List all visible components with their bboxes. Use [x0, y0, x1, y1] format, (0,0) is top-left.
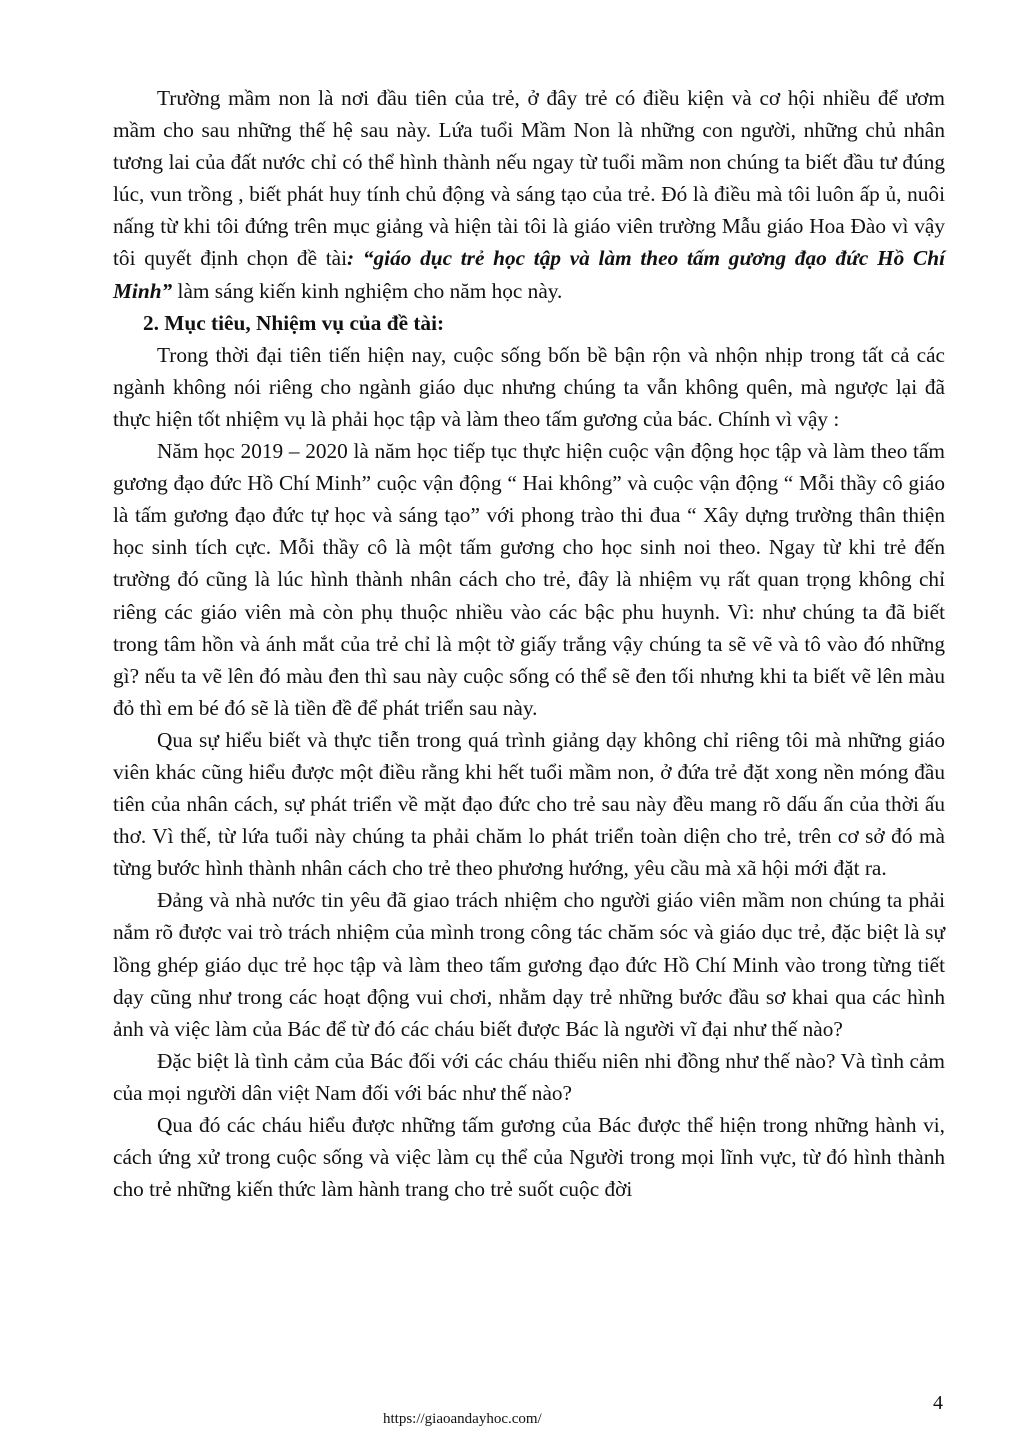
- paragraph: Qua sự hiểu biết và thực tiễn trong quá trình giảng dạy không chỉ riêng tôi mà những giáo viên khác cũng hiểu được một điều rằng khi hết tuổi mầm non, ở đứa trẻ đặt xong nền móng đầu tiên của nhân cách, sự phát triển về mặt đạo đức cho trẻ sau này đều mang rõ dấu ấn của thời ấu thơ. Vì thế, từ lứa tuổi này chúng ta phải chăm lo phát triển toàn diện cho trẻ, trên cơ sở đó mà từng bước hình thành nhân cách cho trẻ theo phương hướng, yêu cầu mà xã hội mới đặt ra.: [113, 727, 945, 881]
- intro-paragraph: [113, 82, 945, 307]
- topic-title-emphasis: : “giáo dục trẻ học tập và làm theo tấm gương đạo đức Hồ Chí Minh”: [113, 246, 945, 303]
- page-number: 4: [933, 1392, 943, 1414]
- paragraph: Qua đó các cháu hiểu được những tấm gương của Bác được thể hiện trong những hành vi, cách ứng xử trong cuộc sống và việc làm cụ thể của Người trong mọi lĩnh vực, từ đó hình thành cho trẻ những kiến thức làm hành trang cho trẻ suốt cuộc đời: [113, 1113, 945, 1202]
- paragraph: Trong thời đại tiên tiến hiện nay, cuộc sống bốn bề bận rộn và nhộn nhịp trong tất cả các ngành không nói riêng cho ngành giáo dục nhưng chúng ta vẫn không quên, mà ngược lại đã thực hiện tốt nhiệm vụ là phải học tập và làm theo tấm gương của bác. Chính vì vậy :: [113, 342, 945, 431]
- intro-text-end: làm sáng kiến kinh nghiệm cho năm học này.: [172, 278, 563, 303]
- paragraph: Năm học 2019 – 2020 là năm học tiếp tục thực hiện cuộc vận động học tập và làm theo tấm gương đạo đức Hồ Chí Minh” cuộc vận động “ Hai không” và cuộc vận động “ Mỗi thầy cô giáo là tấm gương đạo đức tự học và sáng tạo” với phong trào thi đua “ Xây dựng trường thân thiện học sinh tích cực. Mỗi thầy cô là một tấm gương cho học sinh noi theo. Ngay từ khi trẻ đến trường đó cũng là lúc hình thành nhân cách cho trẻ, đây là nhiệm vụ rất quan trọng không chỉ riêng các giáo viên mà còn phụ thuộc nhiều vào các bậc phu huynh. Vì: như chúng ta đã biết trong tâm hồn và ánh mắt của trẻ chỉ là một tờ giấy trắng vậy chúng ta sẽ vẽ và tô vào đó những gì? nếu ta vẽ lên đó màu đen thì sau này cuộc sống có thể sẽ đen tối nhưng khi ta biết vẽ lên màu đỏ thì em bé đó sẽ là tiền đề để phát triển sau này.: [113, 439, 945, 720]
- footer-url-link[interactable]: https://giaoandayhoc.com/: [383, 1411, 542, 1427]
- paragraph: Đảng và nhà nước tin yêu đã giao trách nhiệm cho người giáo viên mầm non chúng ta phải nắm rõ được vai trò trách nhiệm của mình trong công tác chăm sóc và giáo dục trẻ, đặc biệt là sự lồng ghép giáo dục trẻ học tập và làm theo tấm gương đạo đức Hồ Chí Minh vào trong từng tiết dạy cũng như trong các hoạt động vui chơi, nhằm dạy trẻ những bước đầu sơ khai qua các hình ảnh và việc làm của Bác để từ đó các cháu biết được Bác là người vĩ đại như thế nào?: [113, 888, 945, 1041]
- document-body: [113, 82, 945, 1205]
- paragraph: Đặc biệt là tình cảm của Bác đối với các cháu thiếu niên nhi đồng như thế nào? Và tình cảm của mọi người dân việt Nam đối với bác như thế nào?: [113, 1048, 945, 1105]
- section-heading: 2. Mục tiêu, Nhiệm vụ của đề tài:: [143, 310, 445, 335]
- intro-text: Trường mầm non là nơi đầu tiên của trẻ, ở đây trẻ có điều kiện và cơ hội nhiều để ươm mầm cho sau những thế hệ sau này. Lứa tuổi Mầm Non là những con người, những chủ nhân tương lai của đất nước chỉ có thể hình thành nếu ngay từ tuổi mầm non chúng ta biết đầu tư đúng lúc, vun trồng , biết phát huy tính chủ động và sáng tạo của trẻ. Đó là điều mà tôi luôn ấp ủ, nuôi nấng từ khi tôi đứng trên mục giảng và hiện tài tôi là giáo viên trường Mẫu giáo Hoa Đào vì vậy tôi quyết định chọn đề tài: [113, 86, 945, 271]
